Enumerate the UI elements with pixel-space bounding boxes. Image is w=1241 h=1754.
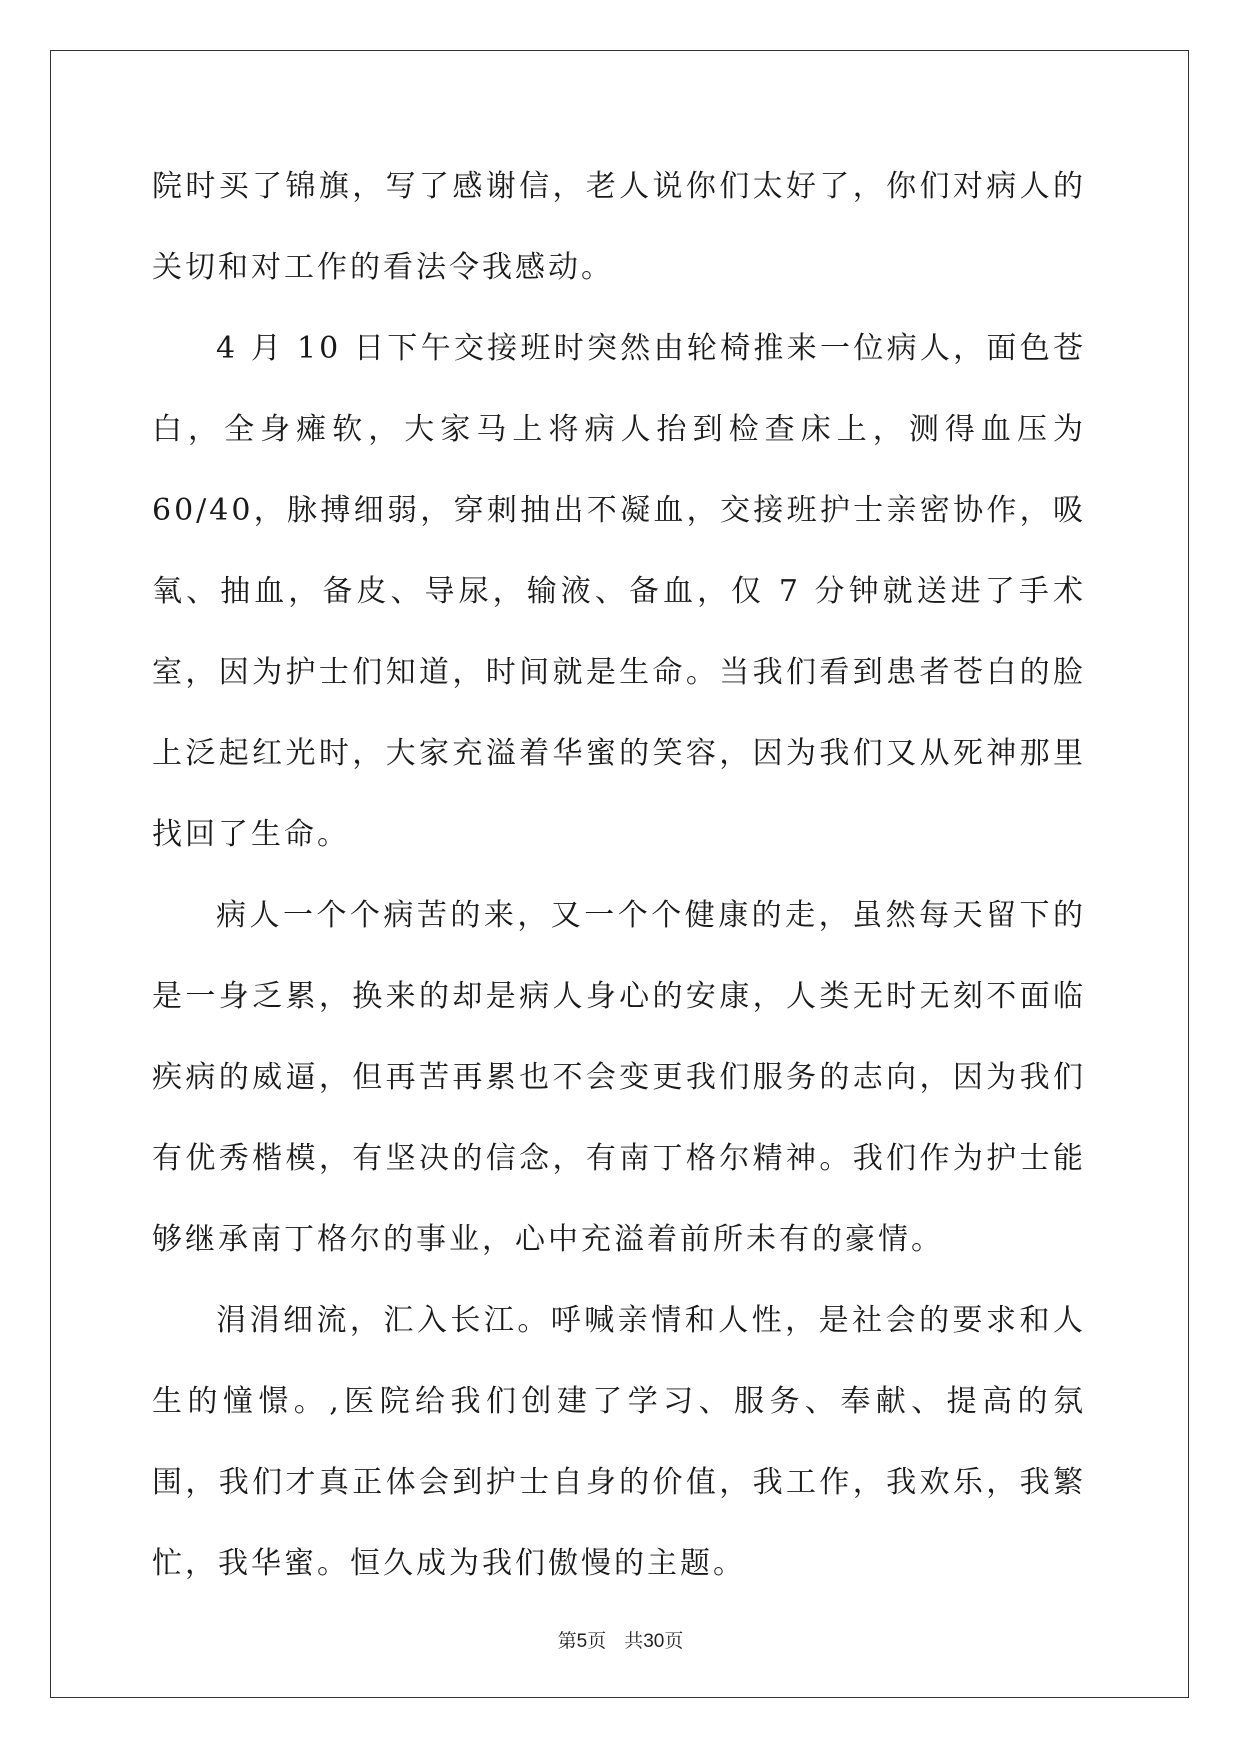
paragraph: 涓涓细流，汇入长江。呼喊亲情和人性，是社会的要求和人生的憧憬。,医院给我们创建了学习、服务、奉献、提高的氛围，我们才真正体会到护士自身的价值，我工作，我欢乐，我繁忙，我华蜜。恒久成为我们傲慢的主题。 bbox=[152, 1303, 1086, 1581]
page-number: 5 bbox=[576, 1631, 588, 1652]
document-body bbox=[152, 146, 1086, 1604]
total-pages: 30 bbox=[643, 1631, 665, 1652]
paragraph: 4 月 10 日下午交接班时突然由轮椅推来一位病人，面色苍白，全身瘫软，大家马上将病人抬到检查床上，测得血压为 60/40，脉搏细弱，穿刺抽出不凝血，交接班护士亲密协作，吸氧、抽血，备皮、导尿，输液、备血，仅 7 分钟就送进了手术室，因为护士们知道，时间就是生命。当我们看到患者苍白的脸上泛起红光时，大家充溢着华蜜的笑容，因为我们又从死神那里找回了生命。 bbox=[152, 331, 1086, 852]
page-prefix: 第 bbox=[557, 1630, 577, 1652]
paragraph: 院时买了锦旗，写了感谢信，老人说你们太好了，你们对病人的关切和对工作的看法令我感动。 bbox=[152, 169, 1086, 285]
paragraph: 病人一个个病苦的来，又一个个健康的走，虽然每天留下的是一身乏累，换来的却是病人身心的安康，人类无时无刻不面临疾病的威逼，但再苦再累也不会变更我们服务的志向，因为我们有优秀楷模，有坚决的信念，有南丁格尔精神。我们作为护士能够继承南丁格尔的事业，心中充溢着前所未有的豪情。 bbox=[152, 898, 1086, 1257]
total-suffix: 页 bbox=[664, 1630, 684, 1652]
page-suffix: 页 bbox=[587, 1630, 607, 1652]
page-footer bbox=[0, 1626, 1241, 1653]
total-prefix: 共 bbox=[624, 1630, 644, 1652]
